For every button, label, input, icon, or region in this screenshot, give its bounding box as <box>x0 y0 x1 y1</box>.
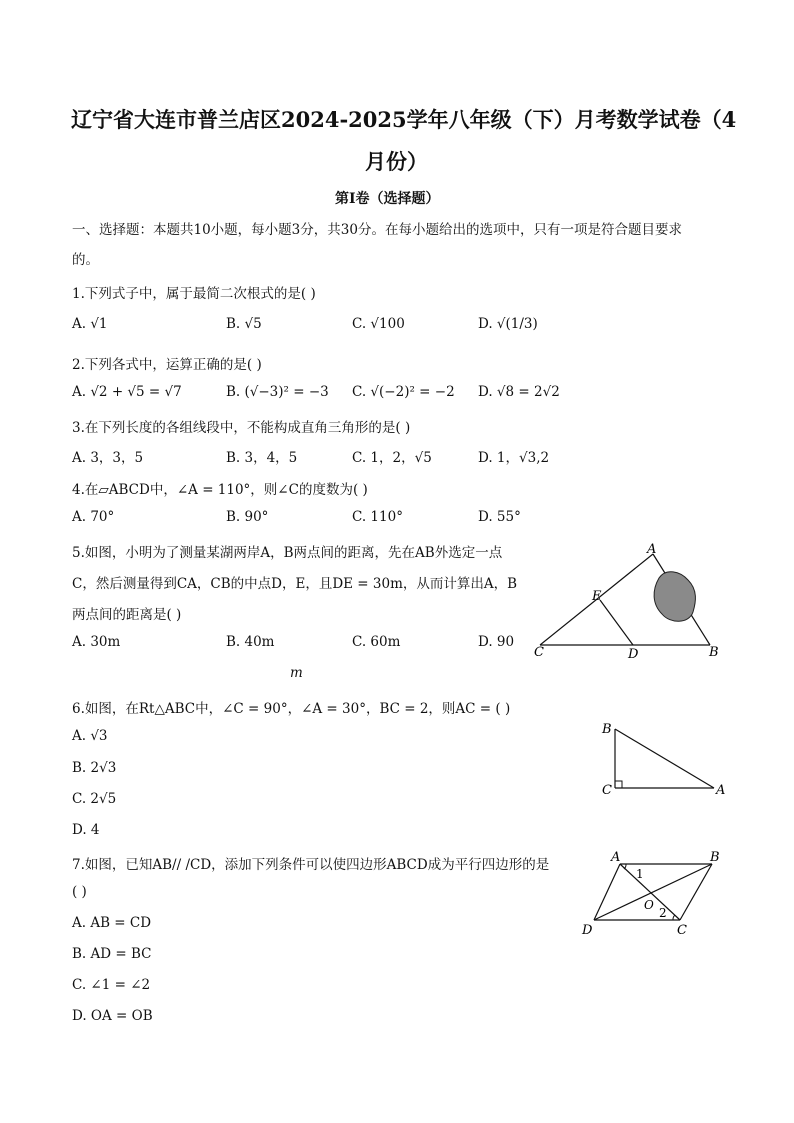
q5-option-b: B. 40m <box>226 634 275 650</box>
label-a: A <box>716 783 726 798</box>
label-c: C <box>602 783 612 798</box>
q1-option-c: C. √100 <box>352 316 405 332</box>
q2-option-d: D. √8 = 2√2 <box>478 384 560 400</box>
label-d: D <box>582 923 593 938</box>
q7-option-d: D. OA = OB <box>72 1008 153 1024</box>
q1-option-b: B. √5 <box>226 316 262 332</box>
q5-option-d: D. 90 <box>478 634 515 650</box>
q7-option-a: A. AB = CD <box>72 915 152 931</box>
q7-stem-line1: 7.如图，已知AB// /CD，添加下列条件可以使四边形ABCD成为平行四边形的是 <box>72 857 550 873</box>
q2-option-c: C. √(−2)² = −2 <box>352 384 455 400</box>
q7-option-b: B. AD = BC <box>72 946 152 962</box>
segment-ad <box>594 864 620 920</box>
q5-stem-line1: 5.如图，小明为了测量某湖两岸A，B两点间的距离，先在AB外选定一点 <box>72 545 503 561</box>
q1-option-d: D. √(1/3) <box>478 316 538 332</box>
q1-option-a: A. √1 <box>72 316 108 332</box>
q2-option-a: A. √2 + √5 = √7 <box>72 384 182 400</box>
label-angle-2: 2 <box>659 906 667 920</box>
q6-option-c: C. 2√5 <box>72 791 117 807</box>
angle-2-arc <box>673 915 675 920</box>
segment-de <box>600 600 633 645</box>
q5-stem-line3: 两点间的距离是( ) <box>72 607 182 623</box>
angle-1-arc <box>624 864 626 869</box>
label-d: D <box>628 647 639 662</box>
q4-stem: 4.在▱ABCD中，∠A = 110°，则∠C的度数为( ) <box>72 482 368 498</box>
segment-ab <box>615 729 714 788</box>
q7-quadrilateral-figure <box>576 846 736 942</box>
label-angle-1: 1 <box>636 867 644 881</box>
segment-bc <box>680 864 712 920</box>
q4-option-a: A. 70° <box>72 509 115 525</box>
q6-option-d: D. 4 <box>72 822 100 838</box>
section-instructions-line1: 一、选择题：本题共10小题，每小题3分，共30分。在每小题给出的选项中，只有一项是符合题目要求 <box>72 222 682 238</box>
q1-stem: 1.下列式子中，属于最简二次根式的是( ) <box>72 286 316 302</box>
q5-stem-line2: C，然后测量得到CA，CB的中点D，E，且DE = 30m，从而计算出A，B <box>72 576 518 592</box>
q6-stem: 6.如图，在Rt△ABC中，∠C = 90°，∠A = 30°，BC = 2，则AC = ( ) <box>72 701 511 717</box>
q4-option-b: B. 90° <box>226 509 269 525</box>
q3-option-d: D. 1，√3,2 <box>478 450 550 466</box>
label-o: O <box>644 898 654 912</box>
label-b: B <box>709 645 719 660</box>
exam-title-line1: 辽宁省大连市普兰店区2024-2025学年八年级（下）月考数学试卷（4 <box>71 107 737 132</box>
lake-shape <box>654 572 695 622</box>
section-instructions-line2: 的。 <box>72 252 99 268</box>
q7-stem-line2: ( ) <box>72 884 87 900</box>
q3-option-b: B. 3，4，5 <box>226 450 298 466</box>
label-b: B <box>602 722 612 737</box>
q5-option-c: C. 60m <box>352 634 401 650</box>
q6-option-b: B. 2√3 <box>72 760 117 776</box>
label-a: A <box>611 850 621 865</box>
q2-option-b: B. (√−3)² = −3 <box>226 384 329 400</box>
label-e: E <box>592 589 602 604</box>
q5-lake-figure <box>528 538 728 663</box>
q5-option-a: A. 30m <box>72 634 121 650</box>
q3-option-c: C. 1，2，√5 <box>352 450 432 466</box>
q6-right-triangle-figure <box>596 716 736 804</box>
q3-stem: 3.在下列长度的各组线段中，不能构成直角三角形的是( ) <box>72 420 411 436</box>
exam-title-line2: 月份） <box>365 149 428 174</box>
q7-option-c: C. ∠1 = ∠2 <box>72 977 151 993</box>
q6-option-a: A. √3 <box>72 728 108 744</box>
volume-heading: 第I卷（选择题） <box>335 191 440 207</box>
q4-option-d: D. 55° <box>478 509 521 525</box>
label-a: A <box>647 542 657 557</box>
q5-option-d-unit: m <box>290 665 303 681</box>
right-angle-mark <box>615 781 622 788</box>
q2-stem: 2.下列各式中，运算正确的是( ) <box>72 357 262 373</box>
label-b: B <box>710 850 720 865</box>
q4-option-c: C. 110° <box>352 509 403 525</box>
q3-option-a: A. 3，3，5 <box>72 450 144 466</box>
label-c: C <box>534 645 544 660</box>
label-c: C <box>677 923 687 938</box>
